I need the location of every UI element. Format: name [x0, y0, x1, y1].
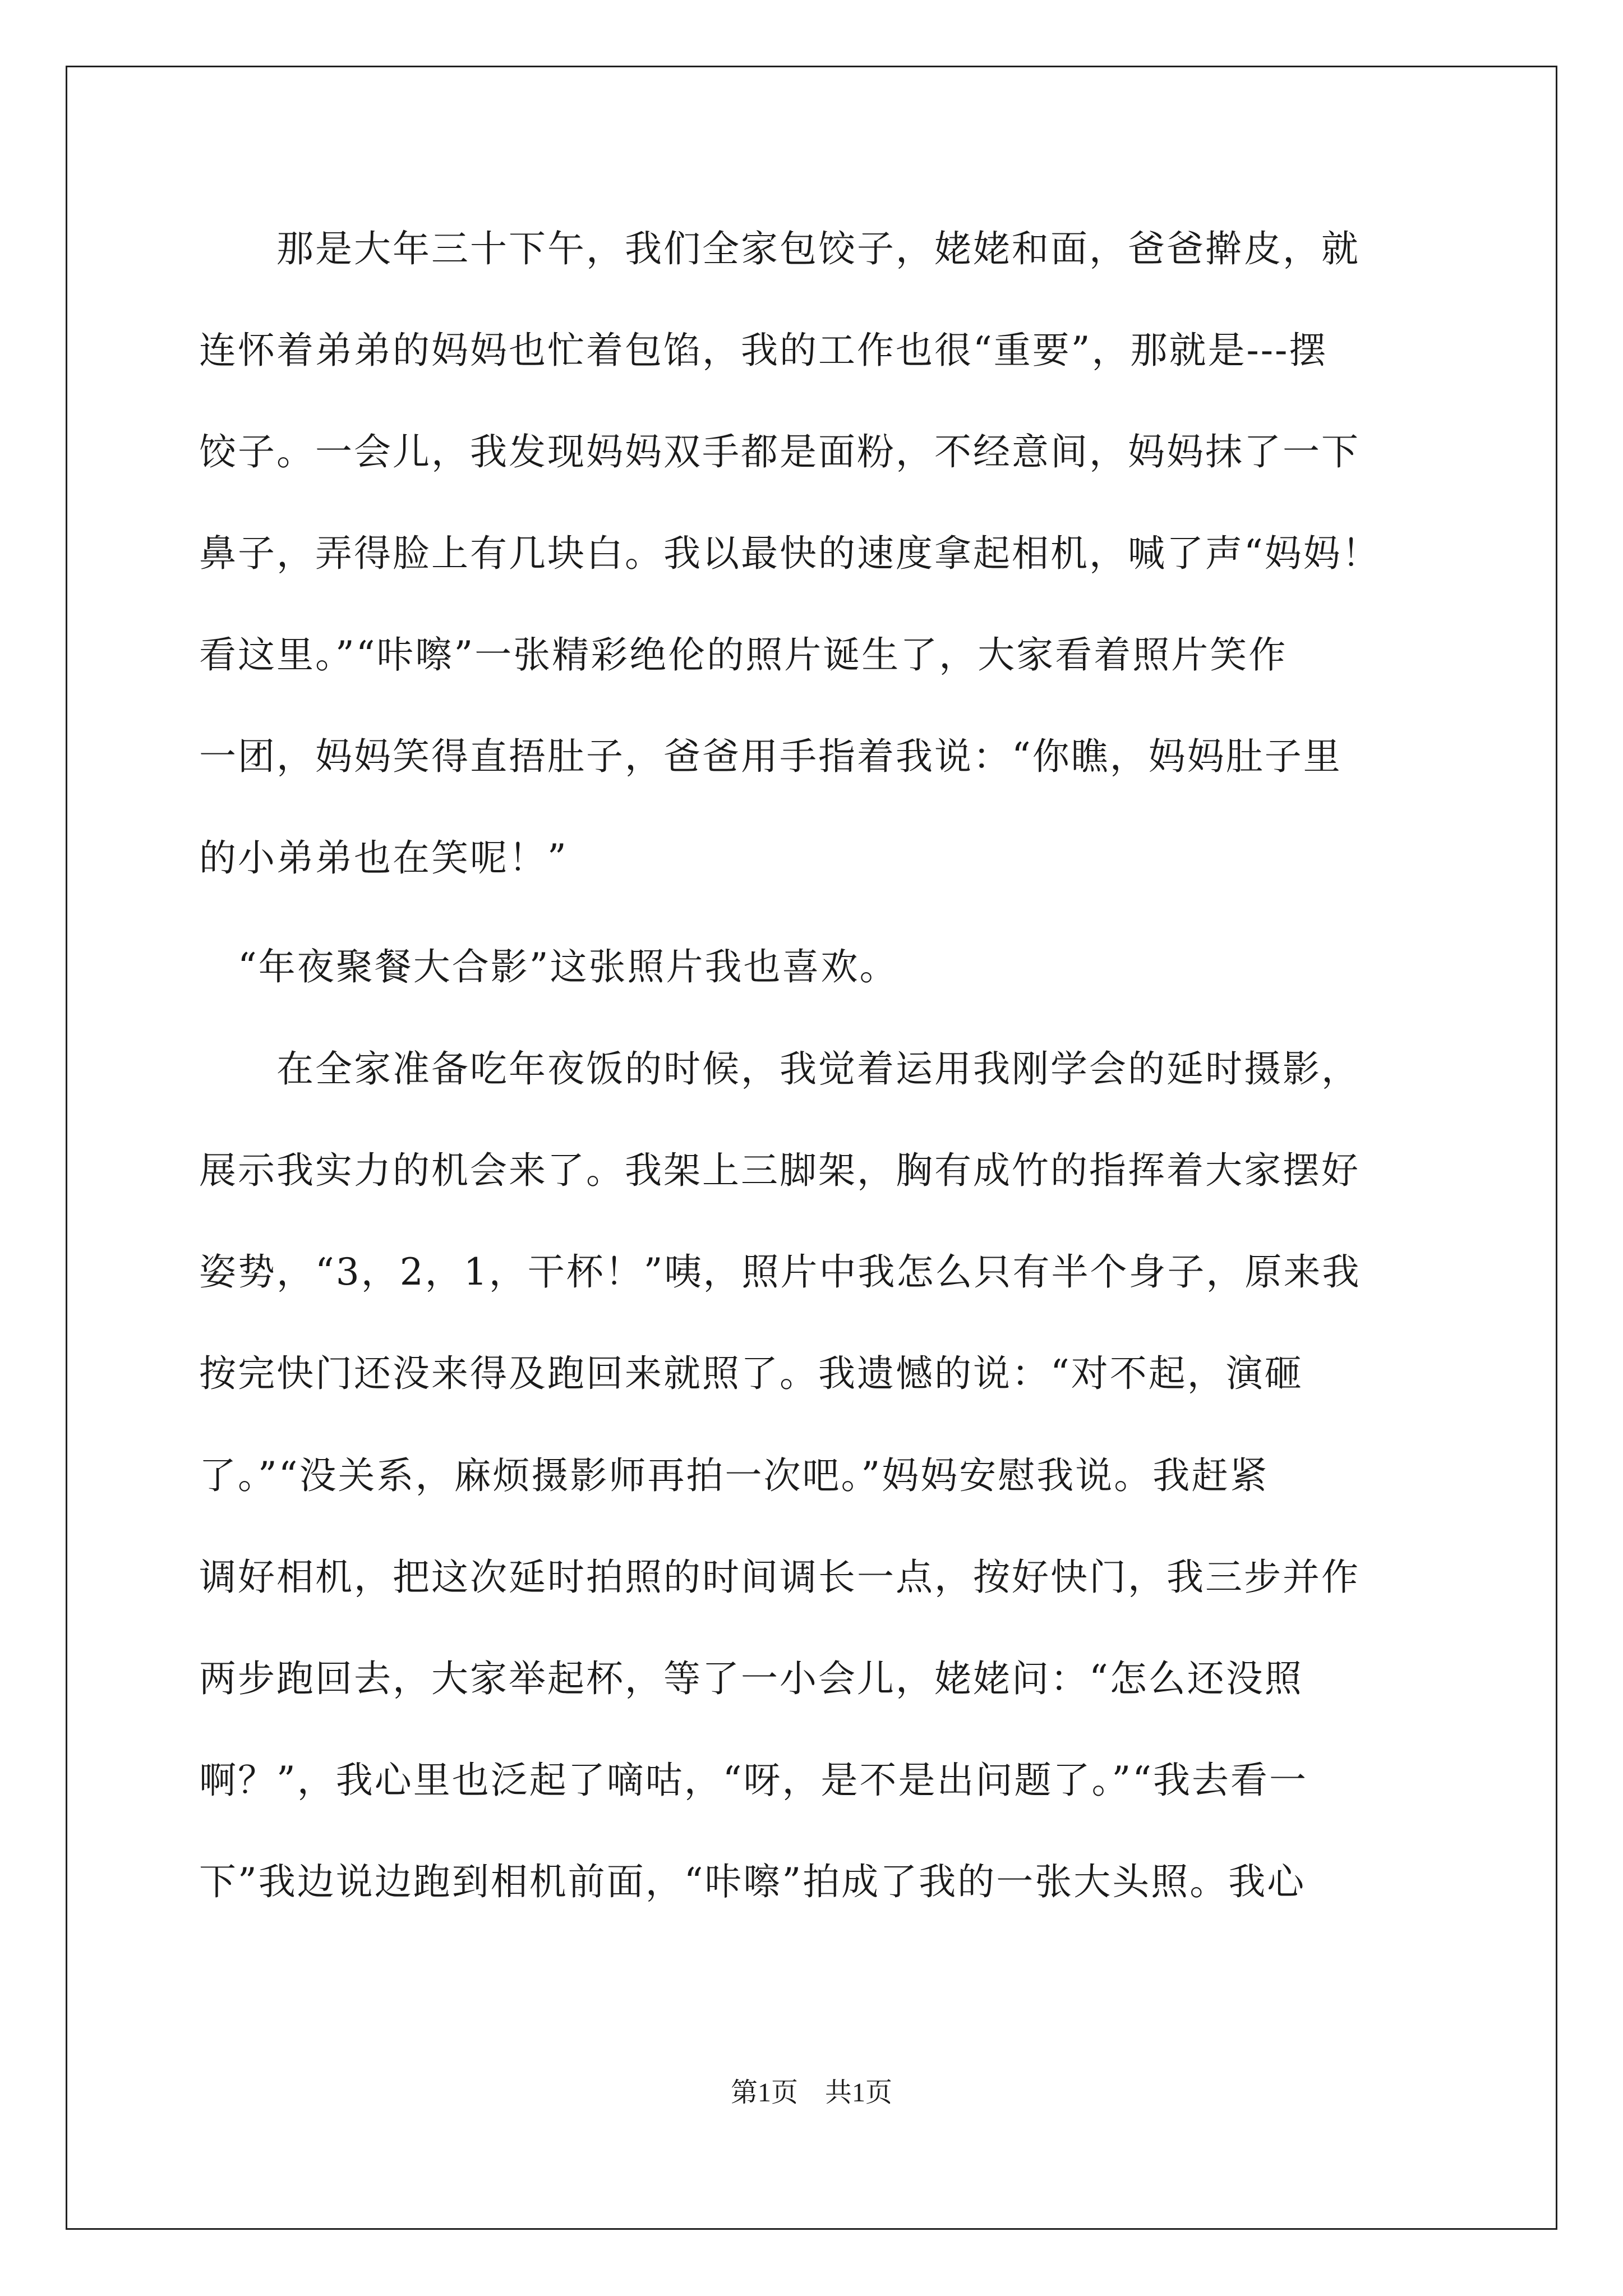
page-border	[66, 66, 1557, 2230]
text-line: 一团，妈妈笑得直捂肚子，爸爸用手指着我说：“你瞧，妈妈肚子里	[199, 735, 1342, 778]
text-line: 展示我实力的机会来了。我架上三脚架，胸有成竹的指挥着大家摆好	[199, 1149, 1360, 1192]
text-line: “年夜聚餐大合影”这张照片我也喜欢。	[199, 945, 898, 988]
text-line: 按完快门还没来得及跑回来就照了。我遗憾的说：“对不起，演砸	[199, 1352, 1303, 1395]
text-line: 的小弟弟也在笑呢！”	[199, 836, 568, 880]
text-line: 调好相机，把这次延时拍照的时间调长一点，按好快门，我三步并作	[199, 1556, 1360, 1599]
text-line: 那是大年三十下午，我们全家包饺子，姥姥和面，爸爸擀皮，就	[199, 227, 1360, 270]
text-line: 连怀着弟弟的妈妈也忙着包馅，我的工作也很“重要”，那就是---摆	[199, 329, 1328, 372]
text-line: 了。”“没关系，麻烦摄影师再拍一次吧。”妈妈安慰我说。我赶紧	[199, 1454, 1269, 1497]
text-line: 在全家准备吃年夜饭的时候，我觉着运用我刚学会的延时摄影，	[199, 1047, 1360, 1091]
text-line: 下”我边说边跑到相机前面，“咔嚓”拍成了我的一张大头照。我心	[199, 1860, 1306, 1903]
text-line: 看这里。”“咔嚓”一张精彩绝伦的照片诞生了，大家看着照片笑作	[199, 633, 1288, 677]
text-line: 两步跑回去，大家举起杯，等了一小会儿，姥姥问：“怎么还没照	[199, 1657, 1303, 1700]
text-line: 鼻子，弄得脸上有几块白。我以最快的速度拿起相机，喊了声“妈妈！	[199, 532, 1381, 575]
text-line: 姿势，“3，2，1，干杯！”咦，照片中我怎么只有半个身子，原来我	[199, 1250, 1361, 1294]
text-line: 饺子。一会儿，我发现妈妈双手都是面粉，不经意间，妈妈抹了一下	[199, 430, 1360, 473]
page-number-footer: 第1页 共1页	[730, 2078, 892, 2108]
text-line: 啊？”，我心里也泛起了嘀咕，“呀，是不是出问题了。”“我去看一	[199, 1759, 1308, 1802]
